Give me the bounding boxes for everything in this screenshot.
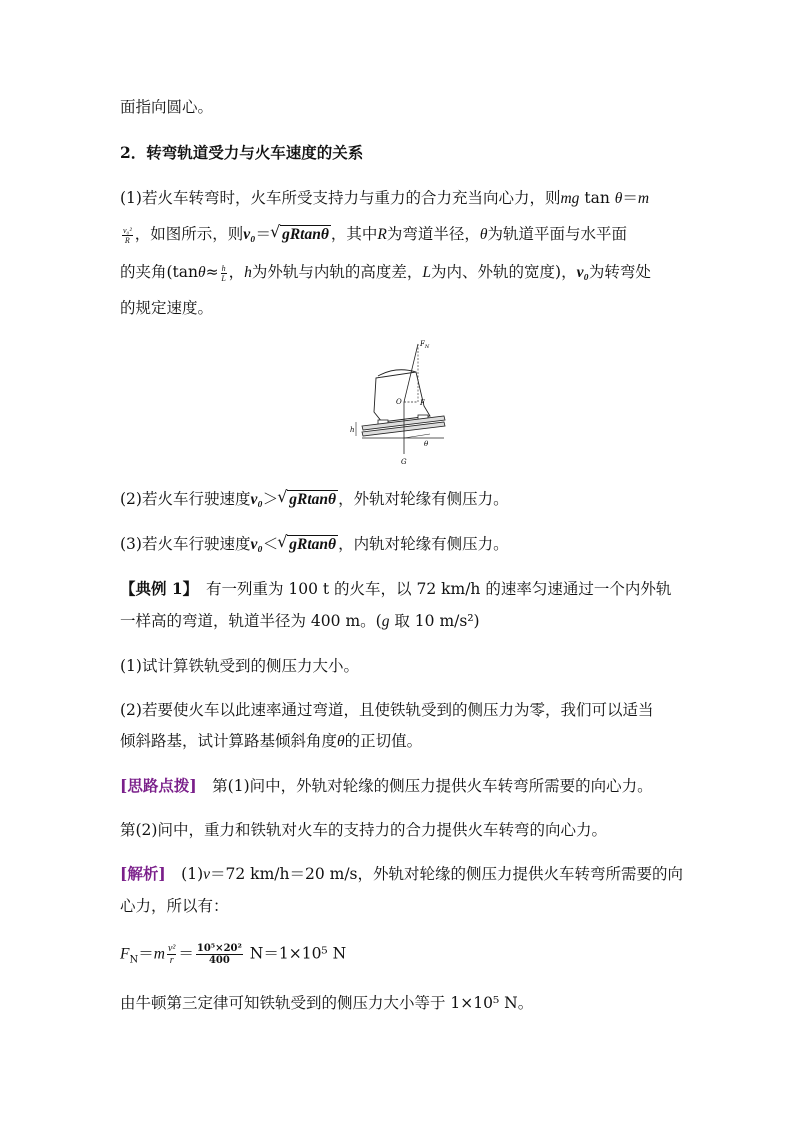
frac-num: h <box>221 263 226 273</box>
text: ，内轨对轮缘有侧压力。 <box>338 535 509 553</box>
text: 倾斜路基，试计算路基倾斜角度 <box>120 732 338 750</box>
para1-line2 <box>120 224 627 245</box>
var-R: R <box>377 226 387 243</box>
example-q2-line1: (2)若要使火车以此速率通过弯道，且使铁轨受到的侧压力为零，我们可以适当 <box>120 701 654 719</box>
label-h: h <box>350 426 355 434</box>
hint-line2: 第(2)问中，重力和铁轨对火车的支持力的合力提供火车转弯的向心力。 <box>120 821 607 839</box>
text: (1) <box>165 865 204 883</box>
text: 为内、外轨的宽度)， <box>431 263 577 281</box>
hint-line1 <box>120 776 653 796</box>
section-heading: 2．转弯轨道受力与火车速度的关系 <box>120 143 364 162</box>
frac-num: 10⁵×20² <box>196 943 242 954</box>
var-v0: v₀ <box>576 264 589 281</box>
frac-den: L <box>221 273 226 283</box>
var-v0: v₀ <box>250 536 263 553</box>
text: ＝ <box>178 944 194 963</box>
text-line-top: 面指向圆心。 <box>120 98 214 116</box>
fraction-v0sq-over-R <box>122 226 133 245</box>
para1-line4: 的规定速度。 <box>120 299 214 317</box>
example-line2 <box>120 611 480 632</box>
var-v0: v₀ <box>243 226 256 243</box>
text: 第(1)问中，外轨对轮缘的侧压力提供火车转弯所需要的向心力。 <box>196 777 653 795</box>
frac-den: 400 <box>208 955 230 966</box>
text: 取 10 m/s²) <box>389 612 480 630</box>
var-v: v <box>203 866 211 883</box>
var-mg: mg <box>560 190 580 207</box>
var-F: F <box>120 945 130 963</box>
text: 为转弯处 <box>588 263 651 281</box>
radicand: gRtanθ <box>289 491 337 508</box>
example-line1 <box>120 579 671 599</box>
var-g: g <box>381 613 390 630</box>
solution-formula <box>120 943 346 971</box>
var-L: L <box>422 264 432 281</box>
text: ＝ <box>255 225 272 243</box>
example-q1: (1)试计算铁轨受到的侧压力大小。 <box>120 657 359 675</box>
text: (3)若火车行驶速度 <box>120 535 251 553</box>
text: ，其中 <box>330 225 378 243</box>
var-theta: θ <box>614 190 623 207</box>
text: N＝1×10⁵ N <box>244 944 347 963</box>
fraction-numeric <box>196 943 243 966</box>
var-v0: v₀ <box>250 491 263 508</box>
text: ＝ <box>138 944 154 963</box>
label-o: O <box>396 398 402 406</box>
frac-num: v₀² <box>123 225 132 235</box>
text: 的正切值。 <box>344 732 423 750</box>
sqrt-expression <box>278 534 338 555</box>
frac-den: r <box>169 955 174 966</box>
text: ， <box>228 263 245 281</box>
frac-den: R <box>124 235 130 245</box>
var-theta: θ <box>337 733 345 750</box>
para1-line1 <box>120 188 649 209</box>
text: ＜ <box>262 535 279 553</box>
para2-line <box>120 489 509 510</box>
text: ＝72 km/h＝20 m/s，外轨对轮缘的侧压力提供火车转弯所需要的向 <box>210 865 684 883</box>
example-label: 【典例 1】 <box>120 579 191 598</box>
solution-line1 <box>120 864 683 885</box>
label-f: F <box>420 399 425 407</box>
train-curve-figure <box>348 336 448 466</box>
para1-line3 <box>120 262 651 283</box>
text: 为弯道半径， <box>386 225 480 243</box>
var-m: m <box>637 190 650 207</box>
hint-label: [思路点拨] <box>120 776 197 795</box>
frac-num: v² <box>167 943 176 954</box>
text: 为轨道平面与水平面 <box>487 225 628 243</box>
sqrt-expression <box>271 224 331 245</box>
fraction-h-over-L <box>221 264 227 283</box>
para3-line <box>120 534 509 555</box>
radicand: gRtanθ <box>282 226 329 243</box>
sub-N: N <box>129 954 139 966</box>
solution-line2: 心力，所以有： <box>120 897 229 915</box>
text: ，外轨对轮缘有侧压力。 <box>338 490 509 508</box>
fraction-v2-over-r <box>167 943 176 966</box>
text: ≈ <box>205 263 219 281</box>
text: 的夹角(tan <box>120 263 198 281</box>
sqrt-expression <box>278 489 338 510</box>
var-theta: θ <box>198 264 206 281</box>
label-g: G <box>401 458 407 466</box>
var-h: h <box>244 264 252 281</box>
var-theta: θ <box>479 226 488 243</box>
solution-label: [解析] <box>120 864 166 883</box>
solution-line4: 由牛顿第三定律可知铁轨受到的侧压力大小等于 1×10⁵ N。 <box>120 994 534 1012</box>
train-body <box>374 370 430 422</box>
text: 为外轨与内轨的高度差， <box>251 263 423 281</box>
label-fn: $F_N$ <box>420 340 430 350</box>
text: 一样高的弯道，轨道半径为 400 m。( <box>120 612 382 630</box>
example-q2-line2 <box>120 731 422 752</box>
text: 有一列重为 100 t 的火车，以 72 km/h 的速率匀速通过一个内外轨 <box>190 580 672 598</box>
text: (1)若火车转弯时，火车所受支持力与重力的合力充当向心力，则 <box>120 189 561 207</box>
text: (2)若火车行驶速度 <box>120 490 251 508</box>
text: ，如图所示，则 <box>134 225 244 243</box>
text: ＞ <box>262 490 279 508</box>
text: tan <box>579 189 615 207</box>
text: ＝ <box>622 189 638 207</box>
radicand: gRtanθ <box>289 536 337 553</box>
var-m: m <box>153 945 165 963</box>
label-theta: θ <box>424 440 429 448</box>
